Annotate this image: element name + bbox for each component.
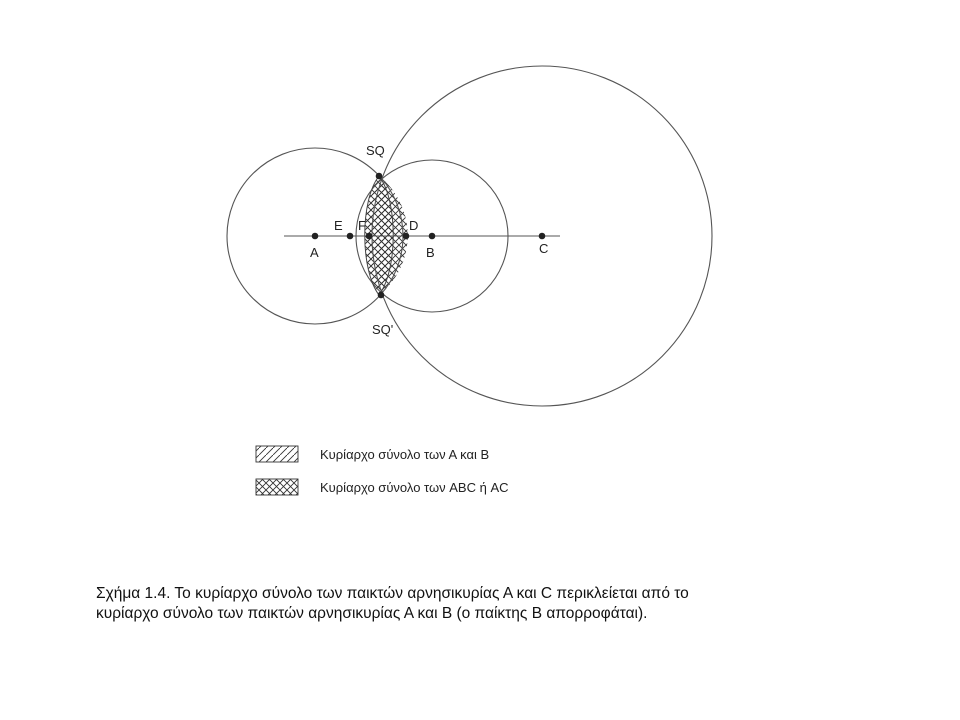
label-sq: SQ: [366, 143, 385, 158]
legend: [256, 446, 509, 495]
point-a: [312, 233, 319, 240]
point-c: [539, 233, 546, 240]
legend-label-hatch: Κυρίαρχο σύνολο των Α και Β: [320, 447, 490, 462]
point-b: [429, 233, 436, 240]
caption-line-2: κυρίαρχο σύνολο των παικτών αρνησικυρίας Α και Β (ο παίκτης Β απορροφάται).: [96, 605, 648, 622]
legend-label-crosshatch: Κυρίαρχο σύνολο των ABC ή AC: [320, 480, 509, 495]
label-d: D: [409, 218, 419, 233]
label-a: A: [310, 245, 319, 260]
figure-caption: [96, 584, 856, 624]
point-sq: [376, 173, 383, 180]
label-f: F: [358, 218, 366, 233]
label-b: B: [426, 245, 435, 260]
legend-swatch-hatch: [256, 446, 298, 462]
label-sq-prime: SQ': [372, 322, 394, 337]
label-e: E: [334, 218, 343, 233]
label-c: C: [539, 241, 549, 256]
point-f: [366, 233, 373, 240]
caption-line-1: Σχήμα 1.4. Το κυρίαρχο σύνολο των παικτών αρνησικυρίας Α και C περικλείεται από το: [96, 585, 689, 602]
legend-swatch-crosshatch: [256, 479, 298, 495]
point-e: [347, 233, 354, 240]
point-sq-prime: [378, 292, 385, 299]
point-d: [403, 233, 410, 240]
